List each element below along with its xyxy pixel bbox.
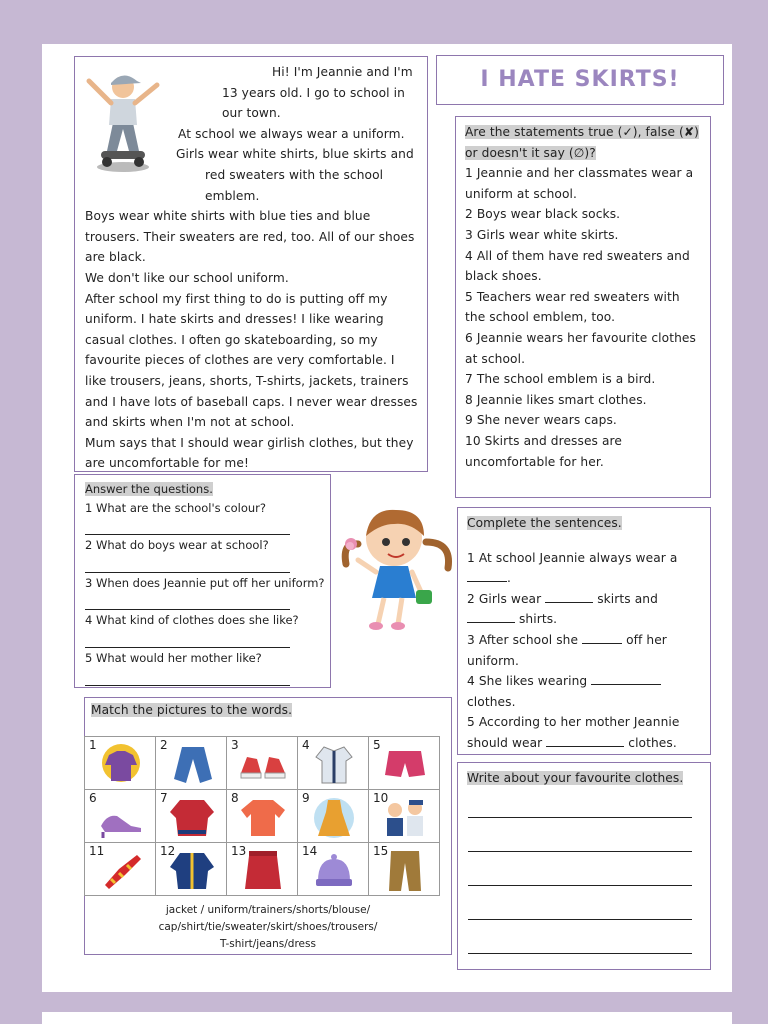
story-line: Mum says that I should wear girlish clothes, but they [85, 435, 414, 450]
question-item: 4 What kind of clothes does she like? [85, 613, 299, 628]
sentence-1: 1 At school Jeannie always wear a [467, 550, 678, 565]
answer-line[interactable] [85, 592, 290, 610]
picture-number: 13 [231, 844, 247, 858]
blouse-icon [97, 743, 145, 785]
complete-instruction: Complete the sentences. [467, 516, 622, 530]
t-shirt-icon [239, 796, 287, 838]
tf-statement: 3 Girls wear white skirts. [465, 227, 619, 242]
writing-line[interactable] [468, 817, 692, 818]
tf-statement: 9 She never wears caps. [465, 413, 617, 428]
story-line: are black. [85, 250, 146, 265]
picture-number: 7 [160, 791, 168, 805]
writing-line[interactable] [468, 851, 692, 852]
story-line: our town. [222, 106, 281, 121]
picture-number: 14 [302, 844, 318, 858]
next-page-edge [42, 1012, 732, 1024]
tf-statement: uniform at school. [465, 186, 577, 201]
answer-line[interactable] [85, 630, 290, 648]
match-instruction: Match the pictures to the words. [91, 703, 293, 717]
tf-statement: black shoes. [465, 269, 542, 284]
tf-instruction: or doesn't it say (∅)? [465, 145, 596, 160]
blank-field[interactable] [582, 631, 622, 644]
sweater-icon [168, 796, 216, 838]
write-box [457, 762, 711, 970]
tf-statement: 2 Boys wear black socks. [465, 207, 621, 222]
picture-cell[interactable] [369, 737, 440, 790]
word-bank: cap/shirt/tie/sweater/skirt/shoes/trousers/ [158, 921, 378, 933]
story-box [74, 56, 428, 472]
story-line: Girls wear white shirts, blue skirts and [176, 147, 414, 162]
picture-number: 11 [89, 844, 105, 858]
story-line: We don't like our school uniform. [85, 270, 289, 285]
story-line: At school we always wear a uniform. [178, 126, 405, 141]
word-bank: jacket / uniform/trainers/shorts/blouse/ [165, 904, 371, 916]
answer-line[interactable] [85, 517, 290, 535]
sentence-2: 2 Girls wear [467, 591, 542, 606]
blank-field[interactable] [467, 610, 515, 623]
sentence-3: 3 After school she [467, 632, 579, 647]
picture-cell[interactable] [227, 737, 298, 790]
trainers-icon [239, 743, 287, 785]
word-bank: T-shirt/jeans/dress [220, 938, 316, 950]
story-line: and I have lots of baseball caps. I never wear dresses [85, 394, 418, 409]
picture-cell[interactable] [227, 843, 298, 896]
answer-line[interactable] [85, 668, 290, 686]
picture-cell[interactable] [156, 737, 227, 790]
blank-field[interactable] [467, 569, 507, 582]
shirt-icon [310, 743, 358, 785]
question-item: 3 When does Jeannie put off her uniform? [85, 575, 325, 590]
page-title: I HATE SKIRTS! [480, 67, 680, 92]
write-instruction: Write about your favourite clothes. [467, 771, 684, 785]
picture-grid [84, 736, 440, 896]
blank-field[interactable] [546, 734, 624, 747]
tf-statement: 5 Teachers wear red sweaters with [465, 289, 680, 304]
story-line: are uncomfortable for me! [85, 456, 249, 471]
question-item: 1 What are the school's colour? [85, 500, 267, 515]
shoes-icon [97, 796, 145, 838]
dress-icon [310, 796, 358, 838]
tf-instruction: Are the statements true (✓), false (✘) [465, 125, 700, 139]
picture-cell[interactable] [369, 843, 440, 896]
story-line: favourite pieces of clothes are very comfortable. I [85, 353, 395, 368]
writing-line[interactable] [468, 953, 692, 954]
trousers-icon [381, 849, 429, 891]
story-line: and skirts when I'm not at school. [85, 415, 295, 430]
true-false-box [455, 116, 711, 498]
picture-cell[interactable] [227, 790, 298, 843]
picture-number: 12 [160, 844, 176, 858]
picture-cell[interactable] [85, 843, 156, 896]
picture-cell[interactable] [156, 843, 227, 896]
jacket-icon [168, 849, 216, 891]
title-box [436, 55, 724, 105]
complete-box: Complete the sentences. 1 At school Jeannie always wear a . 2 Girls wear skirts and shirts. 3 After school she off her uniform. 4 She likes wearing clothes. 5 According to her mother Jeannie should wear clothes. [457, 507, 711, 755]
cap-icon [310, 849, 358, 891]
sentence-5-end: clothes. [628, 735, 677, 750]
picture-cell[interactable] [369, 790, 440, 843]
answer-line[interactable] [85, 555, 290, 573]
sentence-2-end: shirts. [518, 612, 558, 627]
picture-number: 10 [373, 791, 389, 805]
sentence-3-part: off her [626, 632, 667, 647]
writing-line[interactable] [468, 919, 692, 920]
picture-number: 1 [89, 738, 97, 752]
questions-instruction: Answer the questions. [85, 482, 213, 496]
shorts-icon [381, 743, 429, 785]
picture-number: 15 [373, 844, 389, 858]
tf-statement: at school. [465, 351, 526, 366]
sentence-4-end: clothes. [467, 694, 516, 709]
sentence-3-end: uniform. [467, 653, 519, 668]
picture-number: 9 [302, 791, 310, 805]
sentence-4: 4 She likes wearing [467, 674, 588, 689]
tf-statement: 4 All of them have red sweaters and [465, 248, 690, 263]
story-line: Boys wear white shirts with blue ties and blue [85, 209, 371, 224]
match-box [84, 697, 452, 955]
story-line: 13 years old. I go to school in [222, 85, 405, 100]
tf-statement: uncomfortable for her. [465, 454, 604, 469]
picture-cell[interactable] [298, 737, 369, 790]
sentence-5-part: should wear [467, 735, 543, 750]
story-line: trousers. Their sweaters are red, too. All of our shoes [85, 229, 415, 244]
tf-statement: 8 Jeannie likes smart clothes. [465, 392, 647, 407]
sentence-2-part: skirts and [597, 591, 658, 606]
picture-cell[interactable] [156, 790, 227, 843]
picture-number: 3 [231, 738, 239, 752]
picture-cell[interactable] [85, 737, 156, 790]
jeans-icon [168, 743, 216, 785]
question-item: 2 What do boys wear at school? [85, 538, 269, 553]
tf-statement: the school emblem, too. [465, 310, 616, 325]
tie-icon [97, 849, 145, 891]
writing-line[interactable] [468, 885, 692, 886]
story-line: like trousers, jeans, shorts, T-shirts, jackets, trainers [85, 373, 409, 388]
questions-box [74, 474, 331, 688]
girl-illustration [336, 502, 458, 634]
sentence-5: 5 According to her mother Jeannie [467, 715, 680, 730]
picture-number: 4 [302, 738, 310, 752]
story-line: uniform. I hate skirts and dresses! I like wearing [85, 312, 384, 327]
picture-cell[interactable] [85, 790, 156, 843]
tf-statement: 1 Jeannie and her classmates wear a [465, 166, 694, 181]
story-line: After school my first thing to do is putting off my [85, 291, 388, 306]
tf-statement: 10 Skirts and dresses are [465, 433, 622, 448]
skirt-icon [239, 849, 287, 891]
story-line: red sweaters with the school emblem. [205, 167, 384, 203]
blank-field[interactable] [591, 672, 661, 685]
question-item: 5 What would her mother like? [85, 650, 262, 665]
uniform-icon [381, 796, 429, 838]
tf-statement: 7 The school emblem is a bird. [465, 372, 656, 387]
picture-number: 6 [89, 791, 97, 805]
picture-number: 2 [160, 738, 168, 752]
picture-number: 8 [231, 791, 239, 805]
blank-field[interactable] [545, 590, 593, 603]
picture-cell[interactable] [298, 843, 369, 896]
picture-number: 5 [373, 738, 381, 752]
story-line: Hi! I'm Jeannie and I'm [272, 65, 413, 79]
story-line: casual clothes. I often go skateboarding, so my [85, 332, 378, 347]
picture-cell[interactable] [298, 790, 369, 843]
tf-statement: 6 Jeannie wears her favourite clothes [465, 330, 696, 345]
